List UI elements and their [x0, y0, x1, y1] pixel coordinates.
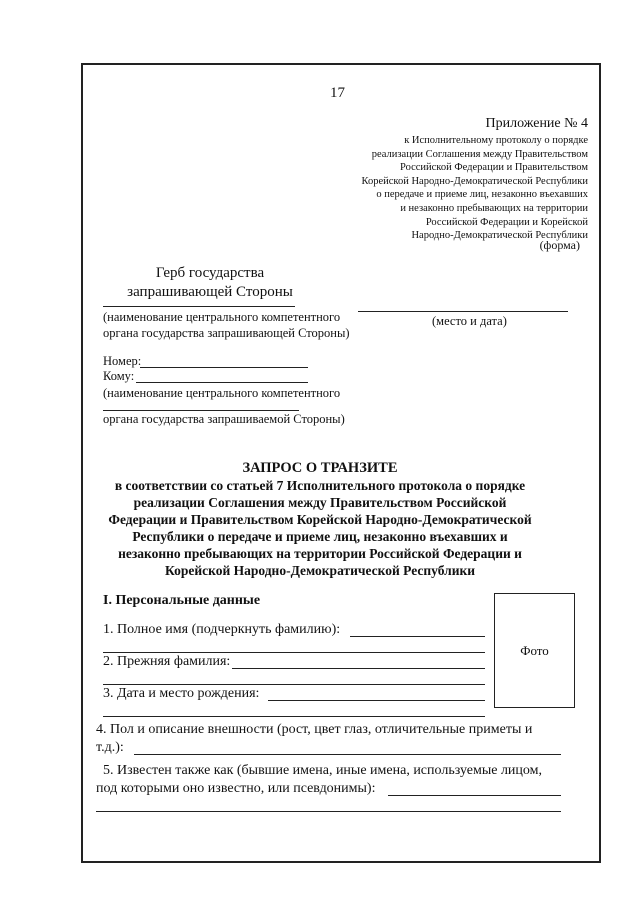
to-field[interactable] [136, 382, 308, 383]
appendix-line: к Исполнительному протоколу о порядке [404, 135, 588, 146]
previous-surname-label: 2. Прежняя фамилия: [103, 654, 231, 669]
appearance-field[interactable] [134, 754, 561, 755]
previous-surname-field-2[interactable] [103, 684, 485, 685]
aliases-field[interactable] [388, 795, 561, 796]
requested-authority-label-2: органа государства запрашиваемой Стороны) [103, 412, 345, 426]
heading-line: Республики о передаче и приеме лиц, незаконно въехавших и [132, 529, 508, 544]
appendix-line: Народно-Демократической Республики [411, 230, 588, 242]
appendix-line: Российской Федерации и Корейской [425, 216, 588, 228]
appendix-line: Корейской Народно-Демократической Республики [361, 175, 588, 187]
heading-line: реализации Соглашения между Правительством Российской [133, 495, 507, 510]
photo-label: Фото [520, 643, 549, 658]
requested-authority-line[interactable] [103, 410, 299, 411]
appendix-line: Российской Федерации и Правительством [399, 162, 588, 174]
birth-date-place-label: 3. Дата и место рождения: [103, 686, 260, 701]
place-date-line[interactable] [358, 311, 568, 312]
heading-line: Корейской Народно-Демократической Республики [164, 563, 476, 578]
appendix-line: о передаче и приеме лиц, незаконно въехавших [376, 189, 588, 201]
full-name-field[interactable] [350, 636, 485, 637]
request-title: ЗАПРОС О ТРАНЗИТЕ [242, 460, 398, 476]
full-name-field-2[interactable] [103, 652, 485, 653]
requesting-authority-label-1: (наименование центрального компетентного [103, 310, 341, 324]
requesting-authority-label-2: органа государства запрашивающей Стороны) [103, 326, 350, 340]
number-field[interactable] [140, 367, 308, 368]
appendix-title: Приложение № 4 [485, 116, 588, 131]
heading-line: в соответствии со статьей 7 Исполнительного протокола о порядке [114, 478, 526, 493]
to-label: Кому: [103, 369, 135, 383]
heading-line: незаконно пребывающих на территории Российской Федерации и [118, 546, 522, 561]
requested-authority-label-1: (наименование центрального компетентного [103, 386, 341, 400]
coat-of-arms-label: Герб государства запрашивающей Стороны [127, 265, 293, 300]
appearance-label-2: т.д.): [96, 740, 124, 755]
appearance-label-1: 4. Пол и описание внешности (рост, цвет глаз, отличительные приметы и [96, 722, 533, 737]
photo-box [494, 593, 575, 708]
number-label: Номер: [103, 354, 142, 368]
full-name-label: 1. Полное имя (подчеркнуть фамилию): [103, 622, 341, 637]
section-personal-data-title: I. Персональные данные [103, 593, 261, 608]
form-tag: (форма) [539, 238, 580, 252]
previous-surname-field[interactable] [232, 668, 485, 669]
appendix-line: и незаконно пребывающих на территории [400, 202, 588, 214]
birth-date-place-field-2[interactable] [103, 716, 485, 717]
page-number: 17 [330, 85, 345, 101]
aliases-field-2[interactable] [96, 811, 561, 812]
requesting-authority-line[interactable] [103, 306, 295, 307]
aliases-label-1: 5. Известен также как (бывшие имена, иные имена, используемые лицом, [103, 763, 543, 778]
heading-line: Федерации и Правительством Корейской Народно-Демократической [108, 512, 532, 527]
place-date-label: (место и дата) [432, 314, 507, 328]
birth-date-place-field[interactable] [268, 700, 485, 701]
appendix-description [308, 134, 588, 243]
appendix-line: реализации Соглашения между Правительством [371, 148, 588, 160]
aliases-label-2: под которыми оно известно, или псевдонимы): [96, 781, 376, 796]
